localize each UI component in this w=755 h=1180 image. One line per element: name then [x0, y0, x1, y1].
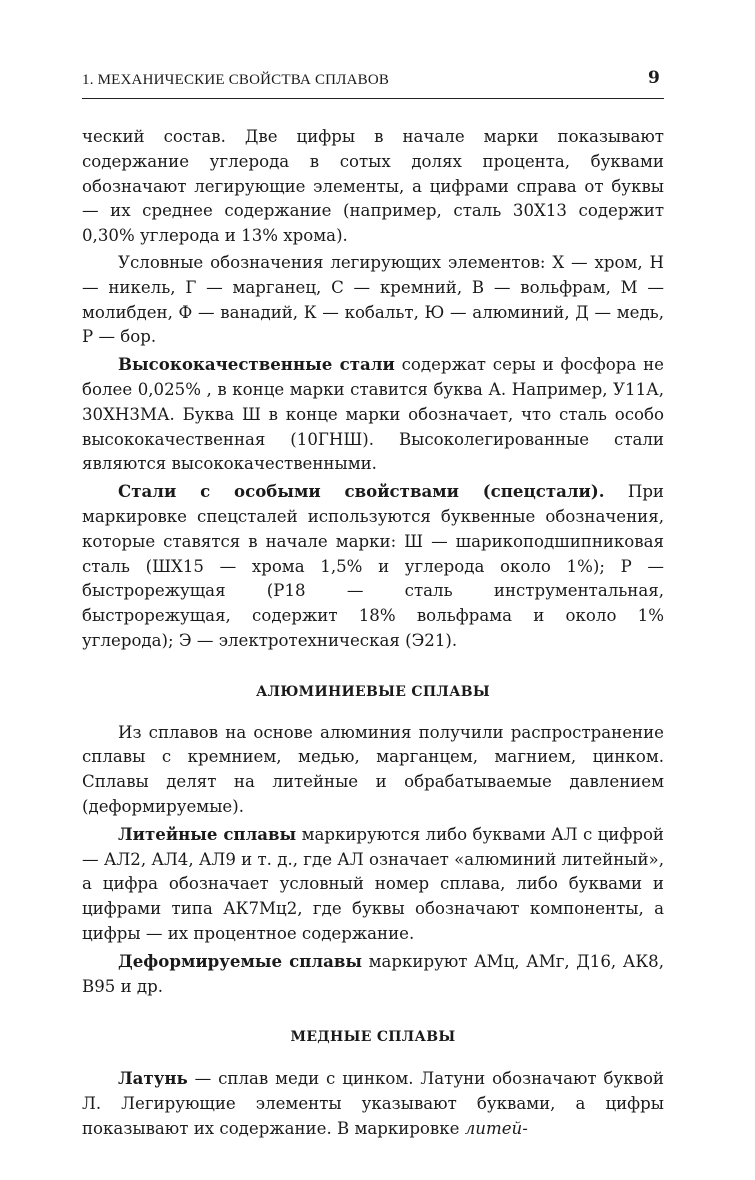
paragraph-casting-alloys	[82, 822, 664, 947]
paragraph-alloying-elements: Условные обозначения легирующих элементов: Х — хром, Н — никель, Г — марганец, С — кремний, В — вольфрам, М — молибден, Ф — ванадий, К — кобальт, Ю — алюминий, Д — медь, Р — бор.	[82, 252, 664, 347]
term-casting-alloys: Литейные сплавы	[118, 823, 297, 844]
text-special-steels: При маркировке спецсталей используются буквенные обозначения, которые ставятся в начале марки: Ш — шарикоподшипниковая сталь (ШХ15 — хрома 1,5% и углерода около 1%); Р — быстрорежущая (Р18 — сталь инструментальная, быстрорежущая, содержит 18% вольфрама и около 1% углерода); Э — электротехническая (Э21).	[82, 482, 664, 650]
paragraph-aluminium-intro: Из сплавов на основе алюминия получили распространение сплавы с кремнием, медью, марганцем, магнием, цинком. Сплавы делят на литейные и обрабатываемые давлением (деформируемые).	[82, 722, 664, 816]
book-page	[82, 68, 664, 1143]
running-head	[82, 68, 664, 94]
paragraph-special-steels	[82, 479, 664, 654]
term-high-quality-steels: Высококачественные стали	[118, 354, 395, 375]
page-number: 9	[647, 68, 660, 88]
text-casting-alloys: маркируются либо буквами АЛ с цифрой — АЛ2, АЛ4, АЛ9 и т. д., где АЛ означает «алюминий литейный», а цифра обозначает условный номер сплава, либо буквами и цифрами типа АК7Мц2, где буквы обозначают компоненты, а цифры — их процентное содержание.	[82, 824, 664, 943]
paragraph-wrought-alloys	[82, 949, 664, 1000]
text-brass: — сплав меди с цинком. Латуни обозначают буквой Л. Легирующие элементы указывают буквами, а цифры показывают их содержание. В маркировке	[82, 1069, 664, 1138]
body-text	[82, 125, 664, 1141]
term-special-steels: Стали с особыми свойствами (спецстали).	[118, 481, 605, 502]
paragraph-high-quality-steels	[82, 352, 664, 477]
heading-aluminium-alloys: АЛЮМИНИЕВЫЕ СПЛАВЫ	[255, 683, 491, 700]
text-wrought-alloys: маркируют АМц, АМг, Д16, АК8, В95 и др.	[82, 951, 665, 996]
paragraph-brass	[82, 1066, 664, 1141]
text-brass-italic: литей-	[464, 1118, 528, 1138]
term-wrought-alloys: Деформируемые сплавы	[118, 950, 363, 971]
text-high-quality-steels: содержат серы и фосфора не более 0,025% , в конце марки ставится буква А. Например, У11А, 30ХН3МА. Буква Ш в конце марки обозначает, что сталь особо высококачественная (10ГНШ). Высоколегированные стали являются высококачественными.	[82, 355, 664, 474]
running-title: 1. МЕХАНИЧЕСКИЕ СВОЙСТВА СПЛАВОВ	[82, 72, 390, 88]
paragraph-steel-composition: ческий состав. Две цифры в начале марки показывают содержание углерода в сотых долях процента, буквами обозначают легирующие элементы, а цифрами справа от буквы — их среднее содержание (например, сталь 30Х13 содержит 0,30% углерода и 13% хрома).	[82, 127, 664, 246]
header-rule	[82, 98, 664, 99]
heading-copper-alloys: МЕДНЫЕ СПЛАВЫ	[290, 1029, 456, 1046]
term-brass: Латунь	[118, 1068, 188, 1089]
